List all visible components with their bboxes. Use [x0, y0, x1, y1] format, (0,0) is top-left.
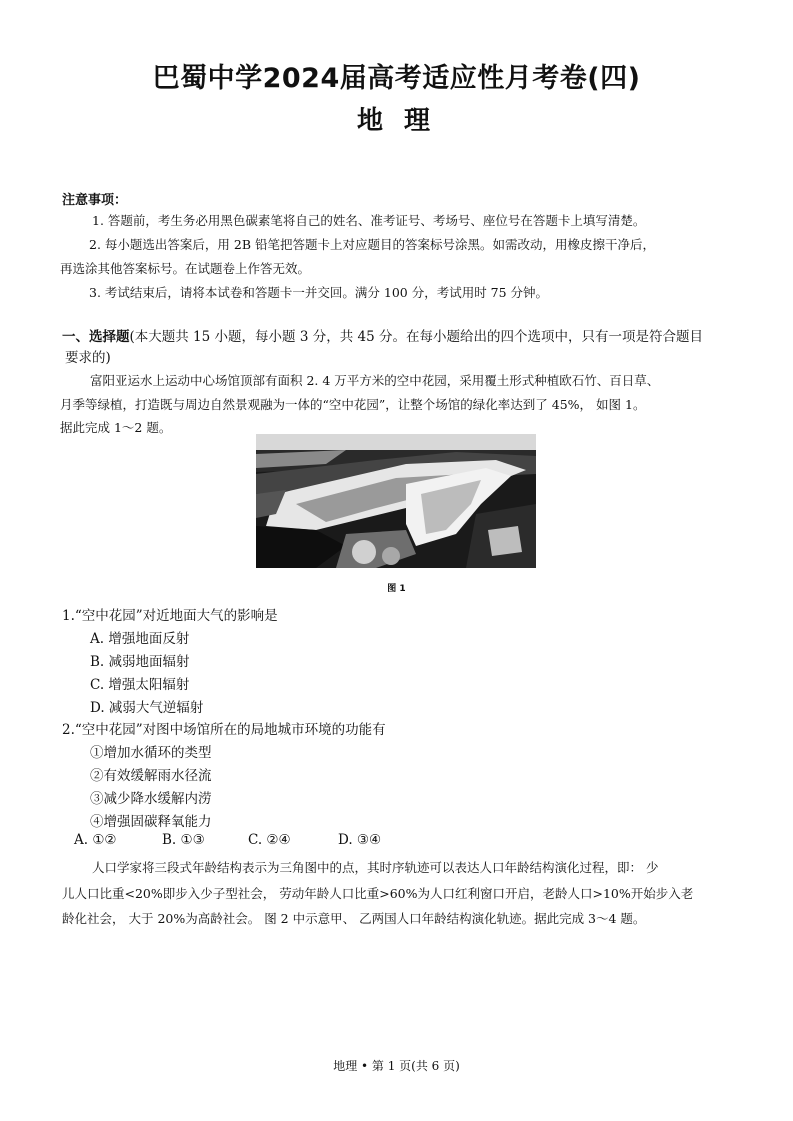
question-2-stem: 2.“空中花园”对图中场馆所在的局地城市环境的功能有	[62, 722, 386, 738]
section-1-label: 一、选择题	[62, 329, 130, 345]
question-2-option-b: B. ①③	[162, 832, 205, 848]
question-2-option-a: A. ①②	[74, 832, 117, 848]
notice-item-2-line-2: 再选涂其他答案标号。在试题卷上作答无效。	[60, 261, 311, 276]
notice-item-1: 1. 答题前，考生务必用黑色碳素笔将自己的姓名、准考证号、考场号、座位号在答题卡上填写清楚。	[92, 213, 646, 228]
section-1-heading	[62, 325, 703, 345]
question-2-option-d: D. ③④	[338, 832, 382, 848]
passage-1-line-2: 月季等绿植，打造既与周边自然景观融为一体的“空中花园”，让整个场馆的绿化率达到了 45%， 如图 1。	[60, 397, 646, 412]
question-2-item-1: ①增加水循环的类型	[90, 745, 212, 761]
notice-item-3: 3. 考试结束后，请将本试卷和答题卡一并交回。满分 100 分，考试用时 75 分钟。	[89, 285, 549, 300]
question-1-option-c: C. 增强太阳辐射	[90, 677, 190, 693]
exam-title: 巴蜀中学2024届高考适应性月考卷(四)	[152, 63, 641, 94]
passage-1-line-1: 富阳亚运水上运动中心场馆顶部有面积 2. 4 万平方米的空中花园，采用覆土形式种植欧石竹、百日草、	[90, 373, 660, 388]
passage-2-line-1: 人口学家将三段式年龄结构表示为三角图中的点，其时序轨迹可以表达人口年龄结构演化过程，即： 少	[92, 860, 659, 875]
question-2-item-4: ④增强固碳释氧能力	[90, 814, 212, 830]
figure-1-photo	[256, 434, 536, 568]
page-footer: 地理 • 第 1 页(共 6 页)	[333, 1059, 460, 1073]
question-1-option-b: B. 减弱地面辐射	[90, 654, 190, 670]
passage-2-line-2: 儿人口比重<20%即步入少子型社会， 劳动年龄人口比重>60%为人口红利窗口开启，老龄人口>10%开始步入老	[62, 886, 694, 901]
passage-1-line-3: 据此完成 1～2 题。	[60, 420, 172, 435]
question-2-option-c: C. ②④	[248, 832, 291, 848]
notice-item-2-line-1: 2. 每小题选出答案后，用 2B 铅笔把答题卡上对应题目的答案标号涂黑。如需改动，用橡皮擦干净后，	[89, 237, 655, 252]
passage-2-line-3: 龄化社会， 大于 20%为高龄社会。 图 2 中示意甲、 乙两国人口年龄结构演化轨迹。据此完成 3～4 题。	[62, 911, 646, 926]
figure-1-caption: 图 1	[387, 584, 406, 594]
notice-heading: 注意事项：	[62, 193, 128, 208]
subject-title: 地 理	[356, 106, 437, 136]
section-1-description-cont: 要求的)	[65, 350, 111, 366]
question-1-stem: 1.“空中花园”对近地面大气的影响是	[62, 608, 278, 624]
section-1-description: (本大题共 15 小题，每小题 3 分，共 45 分。在每小题给出的四个选项中，只有一项是符合题目	[129, 329, 703, 345]
question-2-item-3: ③减少降水缓解内涝	[90, 791, 212, 807]
question-1-option-a: A. 增强地面反射	[90, 631, 190, 647]
question-2-item-2: ②有效缓解雨水径流	[90, 768, 212, 784]
question-1-option-d: D. 减弱大气逆辐射	[90, 700, 204, 716]
